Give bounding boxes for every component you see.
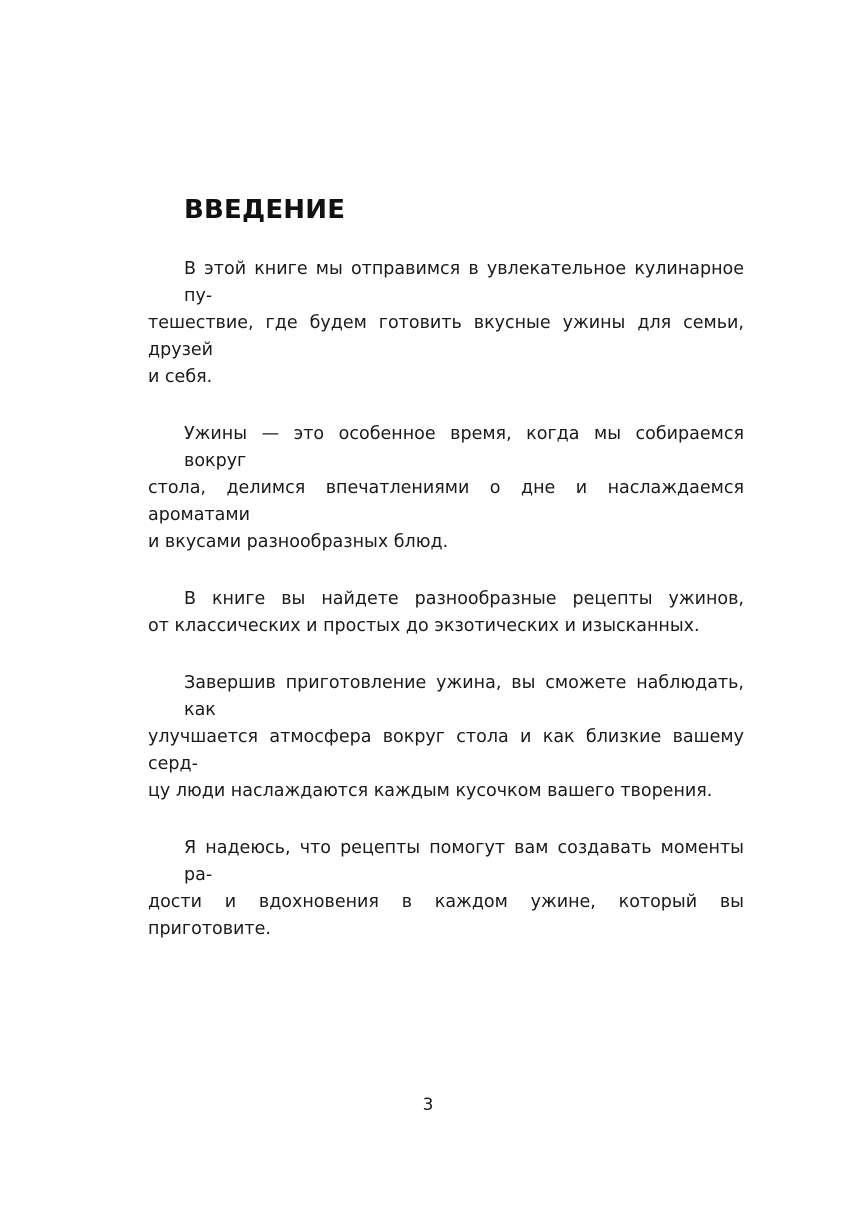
paragraph-line: и себя. bbox=[148, 367, 213, 387]
paragraph-line: Я надеюсь, что рецепты помогут вам создавать моменты ра- bbox=[184, 838, 744, 885]
paragraph-2 bbox=[148, 421, 744, 556]
paragraph-4 bbox=[148, 670, 744, 805]
page-number: 3 bbox=[422, 1095, 434, 1115]
paragraph-line: улучшается атмосфера вокруг стола и как близкие вашему серд- bbox=[148, 727, 744, 774]
paragraph-line: Ужины — это особенное время, когда мы собираемся вокруг bbox=[184, 424, 744, 471]
paragraph-3 bbox=[148, 586, 744, 640]
paragraph-5 bbox=[148, 835, 744, 943]
paragraph-line: цу люди наслаждаются каждым кусочком вашего творения. bbox=[148, 781, 713, 801]
paragraph-line: дости и вдохновения в каждом ужине, который вы приготовите. bbox=[148, 892, 744, 939]
body-text bbox=[148, 256, 744, 973]
paragraph-1 bbox=[148, 256, 744, 391]
paragraph-line: и вкусами разнообразных блюд. bbox=[148, 532, 449, 552]
paragraph-line: В этой книге мы отправимся в увлекательное кулинарное пу- bbox=[184, 259, 744, 306]
chapter-heading: ВВЕДЕНИЕ bbox=[184, 195, 346, 225]
paragraph-line: В книге вы найдете разнообразные рецепты ужинов, bbox=[184, 589, 744, 609]
paragraph-line: стола, делимся впечатлениями о дне и наслаждаемся ароматами bbox=[148, 478, 744, 525]
paragraph-line: тешествие, где будем готовить вкусные ужины для семьи, друзей bbox=[148, 313, 744, 360]
paragraph-line: Завершив приготовление ужина, вы сможете наблюдать, как bbox=[184, 673, 744, 720]
paragraph-line: от классических и простых до экзотических и изысканных. bbox=[148, 616, 700, 636]
